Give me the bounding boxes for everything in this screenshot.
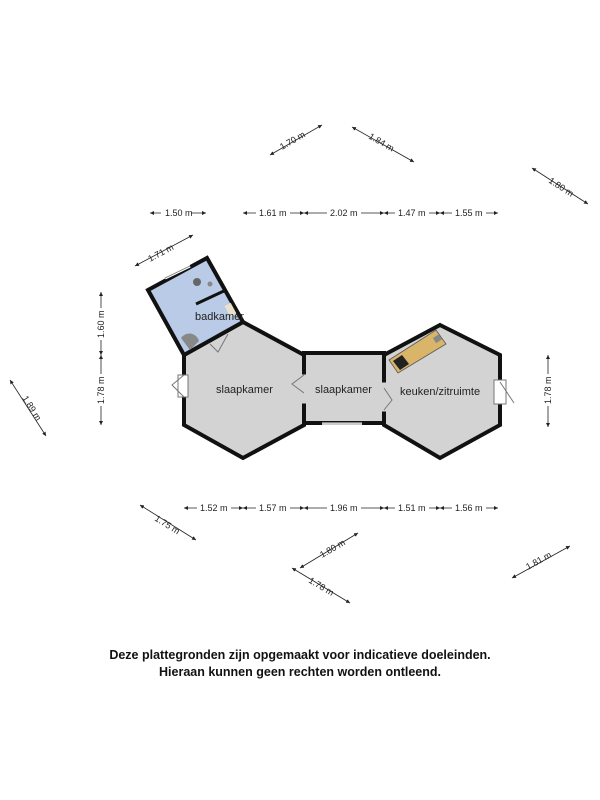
dim-top-5: 1.55 m [455, 208, 483, 218]
dim-left-upper: 1.60 m [96, 310, 106, 338]
dim-diag-bottom-left: 1.75 m [152, 513, 182, 537]
dim-diag-top-1: 1.70 m [278, 129, 307, 152]
room-label-slaapkamer-middle: slaapkamer [315, 384, 372, 396]
room-label-slaapkamer-left: slaapkamer [216, 384, 273, 396]
dim-top-1: 1.50 m [165, 208, 193, 218]
dim-diag-left: 1.89 m [20, 393, 44, 423]
dim-bottom-3: 1.96 m [330, 503, 358, 513]
dim-bottom-4: 1.51 m [398, 503, 426, 513]
window-right [494, 380, 506, 404]
opening-mid-right [378, 383, 390, 411]
dim-diag-top-right: 1.80 m [546, 175, 576, 199]
dim-diag-top-2: 1.84 m [367, 131, 396, 154]
dim-diag-bath: 1.71 m [146, 242, 176, 264]
dim-diag-bottom-right: 1.81 m [524, 549, 554, 572]
room-label-keuken: keuken/zitruimte [400, 386, 481, 398]
sink-icon [193, 278, 201, 286]
dim-top-3: 2.02 m [330, 208, 358, 218]
dim-diag-bottom-2: 1.78 m [306, 575, 336, 598]
opening-mid-left [298, 375, 310, 403]
dim-top-4: 1.47 m [398, 208, 426, 218]
tap-icon [208, 282, 213, 287]
dim-top-2: 1.61 m [259, 208, 287, 218]
dim-bottom-5: 1.56 m [455, 503, 483, 513]
room-label-badkamer: badkamer [195, 311, 244, 323]
dim-left-lower: 1.78 m [96, 376, 106, 404]
dim-bottom-2: 1.57 m [259, 503, 287, 513]
disclaimer-line-1: Deze plattegronden zijn opgemaakt voor indicatieve doeleinden. [109, 648, 491, 662]
disclaimer-line-2: Hieraan kunnen geen rechten worden ontleend. [159, 665, 441, 679]
dim-bottom-1: 1.52 m [200, 503, 228, 513]
room-shapes [148, 258, 500, 458]
dim-diag-bottom-1: 1.80 m [318, 537, 347, 560]
dim-right: 1.78 m [543, 376, 553, 404]
